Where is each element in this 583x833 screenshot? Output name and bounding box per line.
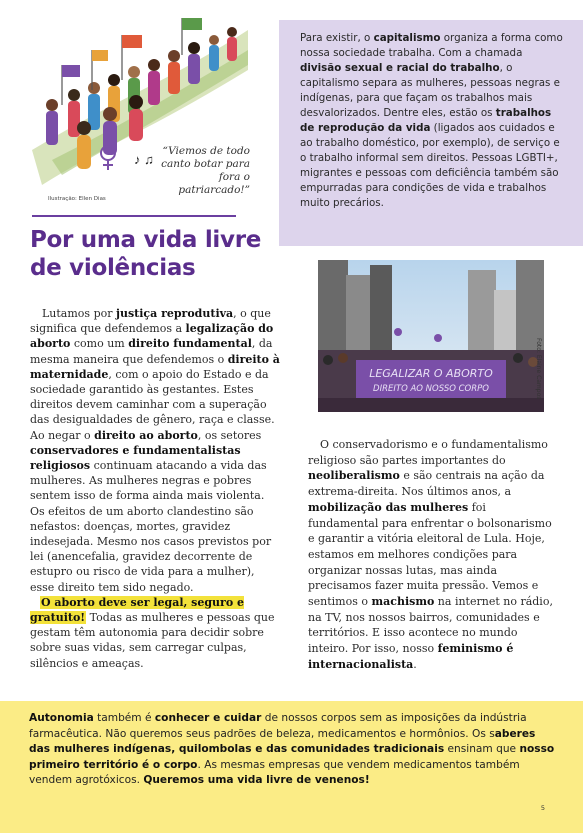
capitalism-sidebar (279, 20, 583, 246)
title-line-2: de violências (30, 255, 196, 281)
sidebar-bold: trabalhos de reprodução da vida (300, 107, 552, 134)
music-notes-icon: ♪ ♫ (134, 152, 154, 167)
banner-text-2: DIREITO AO NOSSO CORPO (373, 384, 489, 394)
bold-text: mobilização das mulheres (308, 500, 469, 514)
text: na internet no rádio, na TV, nos nossos bairros, comunidades e territórios. E isso acontece no mundo inteiro. Por isso, nosso (308, 595, 553, 656)
bold-text: feminismo é internacionalista (308, 642, 514, 671)
conservatism-column (308, 437, 558, 673)
sidebar-text: (ligados aos cuidados e ao trabalho doméstico, por exemplo), de serviço e o trabalho informal sem direitos. Pessoas LGBTI+, migrantes e pessoas com deficiência também são empurradas para condições de vida e trabalhos muito precários. (300, 122, 560, 209)
text: . (413, 657, 417, 671)
page-title (30, 226, 270, 282)
text: , da mesma maneira que defendemos o (30, 337, 273, 366)
bold-text: Autonomia (29, 712, 94, 724)
bold-text: direito à maternidade (30, 352, 280, 381)
paragraph (30, 595, 280, 671)
banner-text-1: LEGALIZAR O ABORTO (369, 367, 493, 380)
illustration-credit: Ilustração: Ellen Dias (48, 196, 106, 202)
bold-text: legalização do aborto (30, 322, 274, 351)
bold-text: direito ao aborto (94, 428, 198, 442)
text: como um (70, 337, 129, 351)
sidebar-bold: divisão sexual e racial do trabalho (300, 62, 500, 74)
protest-photo (318, 260, 544, 412)
bold-text: conhecer e cuidar (154, 712, 262, 724)
bold-text: conservadores e fundamentalistas religiosos (30, 443, 241, 473)
text: . As mesmas empresas que vendem medicamentos também vendem agrotóxicos. (29, 758, 520, 787)
text: também é (93, 712, 155, 724)
text: de nossos corpos sem as imposições da indústria farmacêutica. Não queremos seus padrões de beleza, medicamentos e hormônios. Os s (29, 712, 527, 740)
text: Lutamos por (42, 307, 116, 320)
highlighted-slogan: O aborto deve ser legal, seguro e gratuito! (30, 595, 245, 625)
sidebar-bold: capitalismo (373, 32, 441, 44)
illustration-quote: “Viemos de todo canto botar para fora o patriarcado!” (161, 145, 250, 196)
photo-credit: Foto: Elaine Campos (535, 338, 542, 400)
text: ensinam que (444, 743, 520, 756)
text: , os setores (197, 428, 262, 442)
paragraph (308, 437, 558, 673)
paragraph (30, 306, 280, 428)
text: , o que significa que defendemos a (30, 307, 271, 336)
text: Todas as mulheres e pessoas que gestam têm autonomia para decidir sobre sobre suas vidas, sem carregar culpas, silêncios e ameaças. (30, 611, 275, 670)
reproductive-justice-column (30, 306, 280, 671)
sidebar-text: organiza a forma como nossa sociedade trabalha. Com a chamada (300, 32, 563, 59)
bold-text: justiça reprodutiva (115, 307, 234, 320)
text: O conservadorismo e o fundamentalismo religioso são partes importantes do (308, 438, 548, 467)
text: Ao negar o (30, 428, 95, 442)
bold-text: nosso primeiro território é o corpo (29, 743, 555, 771)
bold-text: neoliberalismo (308, 469, 400, 483)
title-divider (32, 215, 236, 217)
autonomy-callout (0, 701, 583, 833)
text: continuam atacando a vida das mulheres. As mulheres negras e pobres sentem isso de forma ainda mais violenta. Os efeitos de um aborto clandestino são nefastos: doenças, mortes, gravidez indesejada. Mesmo nos casos previstos por lei (anencefalia, gravidez decorrente de estupro ou risco de vida para a mulher), esse direito tem sido negado. (30, 459, 272, 594)
text: foi fundamental para enfrentar o bolsonarismo e garantir a vitória eleitoral de Lula. Hoje, estamos em melhores condições para organizar nossas lutas, mas ainda precisamos fazer muita pressão. Vemos e sentimos o (308, 500, 552, 609)
title-line-1: Por uma vida livre (30, 227, 262, 253)
sidebar-text: , o capitalismo separa as mulheres, pessoas negras e indígenas, para que façam os trabalhos mais desvalorizados. Dentre eles, estão os (300, 62, 561, 119)
page-number: 5 (540, 804, 545, 812)
bold-text: direito fundamental (128, 337, 252, 351)
bold-text: machismo (371, 595, 435, 609)
paragraph (30, 428, 280, 595)
text: e são centrais na ação da extrema-direita. Nos últimos anos, a (308, 469, 545, 499)
bold-text: Queremos uma vida livre de venenos! (143, 774, 370, 787)
sidebar-text: Para existir, o (300, 32, 374, 44)
text: , com o apoio do Estado e da sociedade garantido às gestantes. Estes direitos devem caminhar com a superação das desigualdades de gênero, raça e classe. (30, 367, 275, 427)
bold-text: aberes das mulheres indígenas, quilombolas e das comunidades tradicionais (29, 727, 536, 756)
